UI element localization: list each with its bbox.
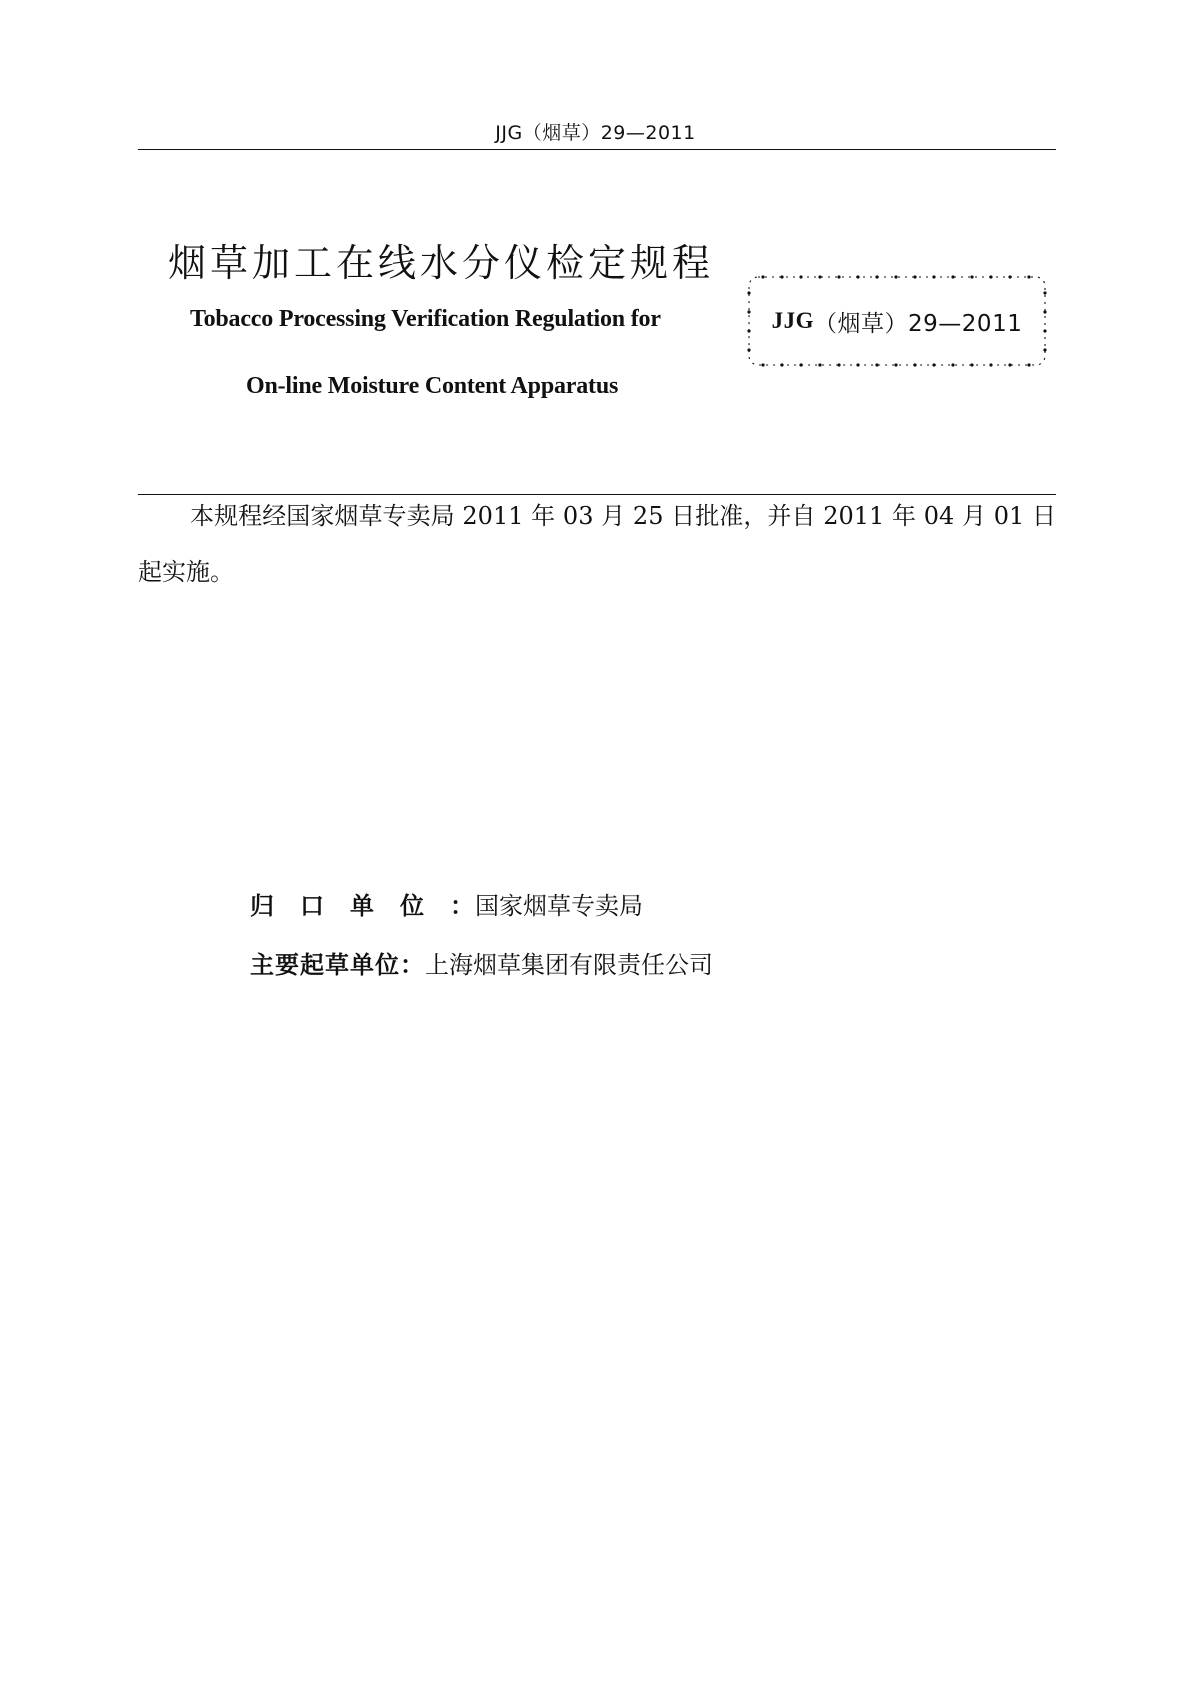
drafting-unit-value: 上海烟草集团有限责任公司 bbox=[425, 951, 713, 979]
responsible-unit-value: 国家烟草专卖局 bbox=[475, 892, 643, 920]
title-english-line-1: Tobacco Processing Verification Regulation for bbox=[190, 306, 661, 332]
responsible-unit-row bbox=[250, 886, 643, 921]
standard-code-text bbox=[745, 273, 1049, 369]
title-chinese: 烟草加工在线水分仪检定规程 bbox=[168, 241, 715, 285]
drafting-unit-colon: ： bbox=[400, 951, 425, 979]
code-prefix: JJG bbox=[771, 308, 815, 333]
standard-code-box bbox=[745, 273, 1049, 369]
code-rest: （烟草）29—2011 bbox=[814, 310, 1023, 337]
drafting-unit-row bbox=[250, 945, 713, 980]
header-standard-code: JJG（烟草）29—2011 bbox=[495, 122, 696, 144]
responsible-unit-colon: ： bbox=[450, 892, 475, 920]
approval-statement: 本规程经国家烟草专卖局 2011 年 03 月 25 日批准，并自 2011 年 04 月 01 日起实施。 bbox=[138, 502, 1056, 586]
header-rule bbox=[138, 149, 1056, 150]
drafting-unit-label: 主要起草单位 bbox=[250, 951, 400, 979]
responsible-unit-label: 归口单位 bbox=[250, 892, 450, 920]
title-english-line-2: On-line Moisture Content Apparatus bbox=[246, 373, 619, 399]
